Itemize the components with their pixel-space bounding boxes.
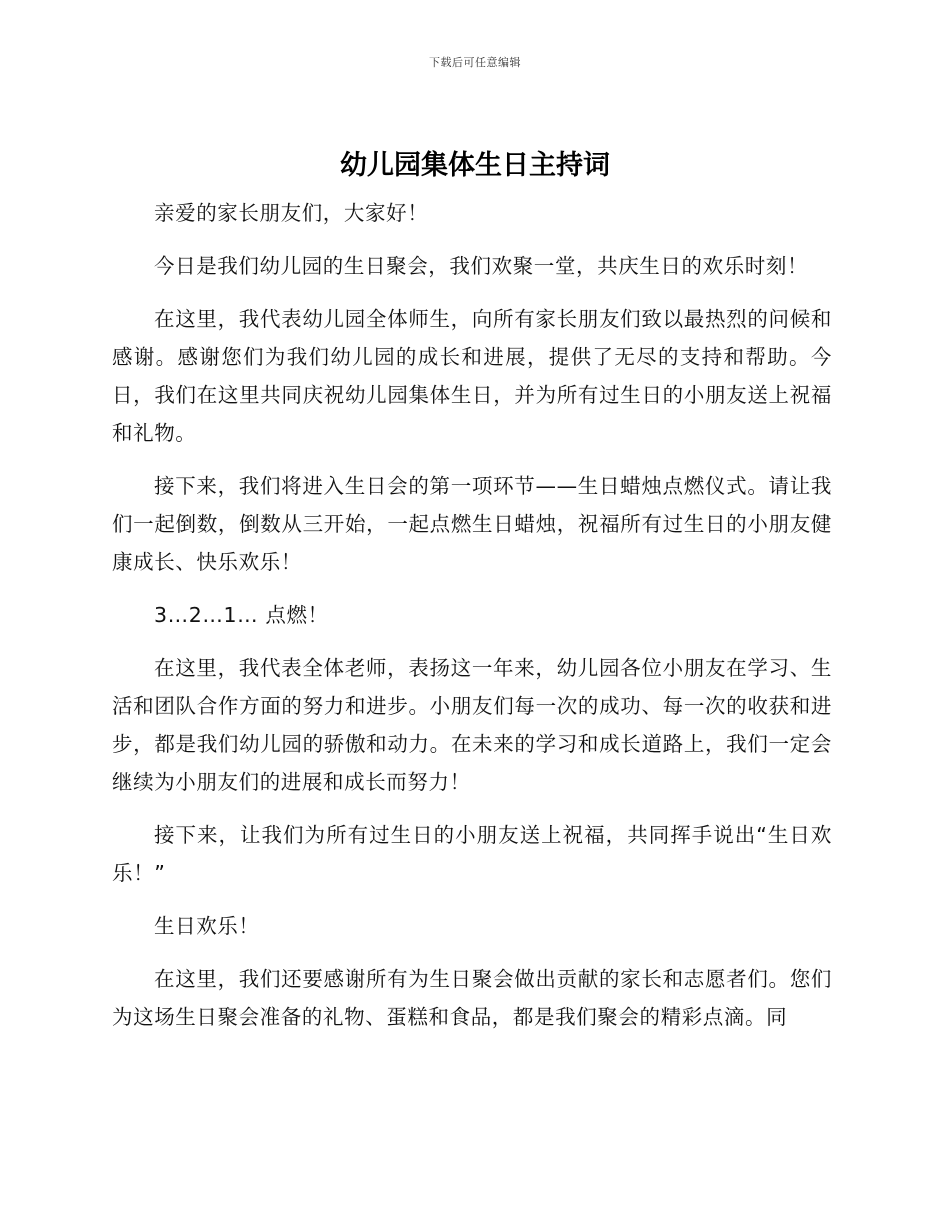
paragraph-candle-ceremony: 接下来，我们将进入生日会的第一项环节——生日蜡烛点燃仪式。请让我们一起倒数，倒数从三开始，一起点燃生日蜡烛，祝福所有过生日的小朋友健康成长、快乐欢乐！ (112, 474, 832, 574)
paragraph-praise: 在这里，我代表全体老师，表扬这一年来，幼儿园各位小朋友在学习、生活和团队合作方面的努力和进步。小朋友们每一次的成功、每一次的收获和进步，都是我们幼儿园的骄傲和动力。在未来的学习和成长道路上，我们一定会继续为小朋友们的进展和成长而努力！ (112, 656, 832, 794)
header-watermark: 下载后可任意编辑 (429, 56, 521, 69)
document-body (112, 194, 832, 1051)
paragraph-thanks: 在这里，我代表幼儿园全体师生，向所有家长朋友们致以最热烈的问候和感谢。感谢您们为我们幼儿园的成长和进展，提供了无尽的支持和帮助。今日，我们在这里共同庆祝幼儿园集体生日，并为所有过生日的小朋友送上祝福和礼物。 (112, 307, 832, 445)
paragraph-countdown: 3…2…1… 点燃！ (154, 603, 329, 627)
paragraph-volunteers: 在这里，我们还要感谢所有为生日聚会做出贡献的家长和志愿者们。您们为这场生日聚会准备的礼物、蛋糕和食品，都是我们聚会的精彩点滴。同 (112, 967, 832, 1029)
paragraph-intro: 今日是我们幼儿园的生日聚会，我们欢聚一堂，共庆生日的欢乐时刻！ (154, 254, 809, 278)
document-title: 幼儿园集体生日主持词 (340, 150, 610, 181)
paragraph-happy-birthday: 生日欢乐！ (154, 914, 260, 938)
paragraph-blessing: 接下来，让我们为所有过生日的小朋友送上祝福，共同挥手说出“生日欢乐！” (112, 823, 832, 885)
paragraph-greeting: 亲爱的家长朋友们，大家好！ (154, 201, 429, 225)
